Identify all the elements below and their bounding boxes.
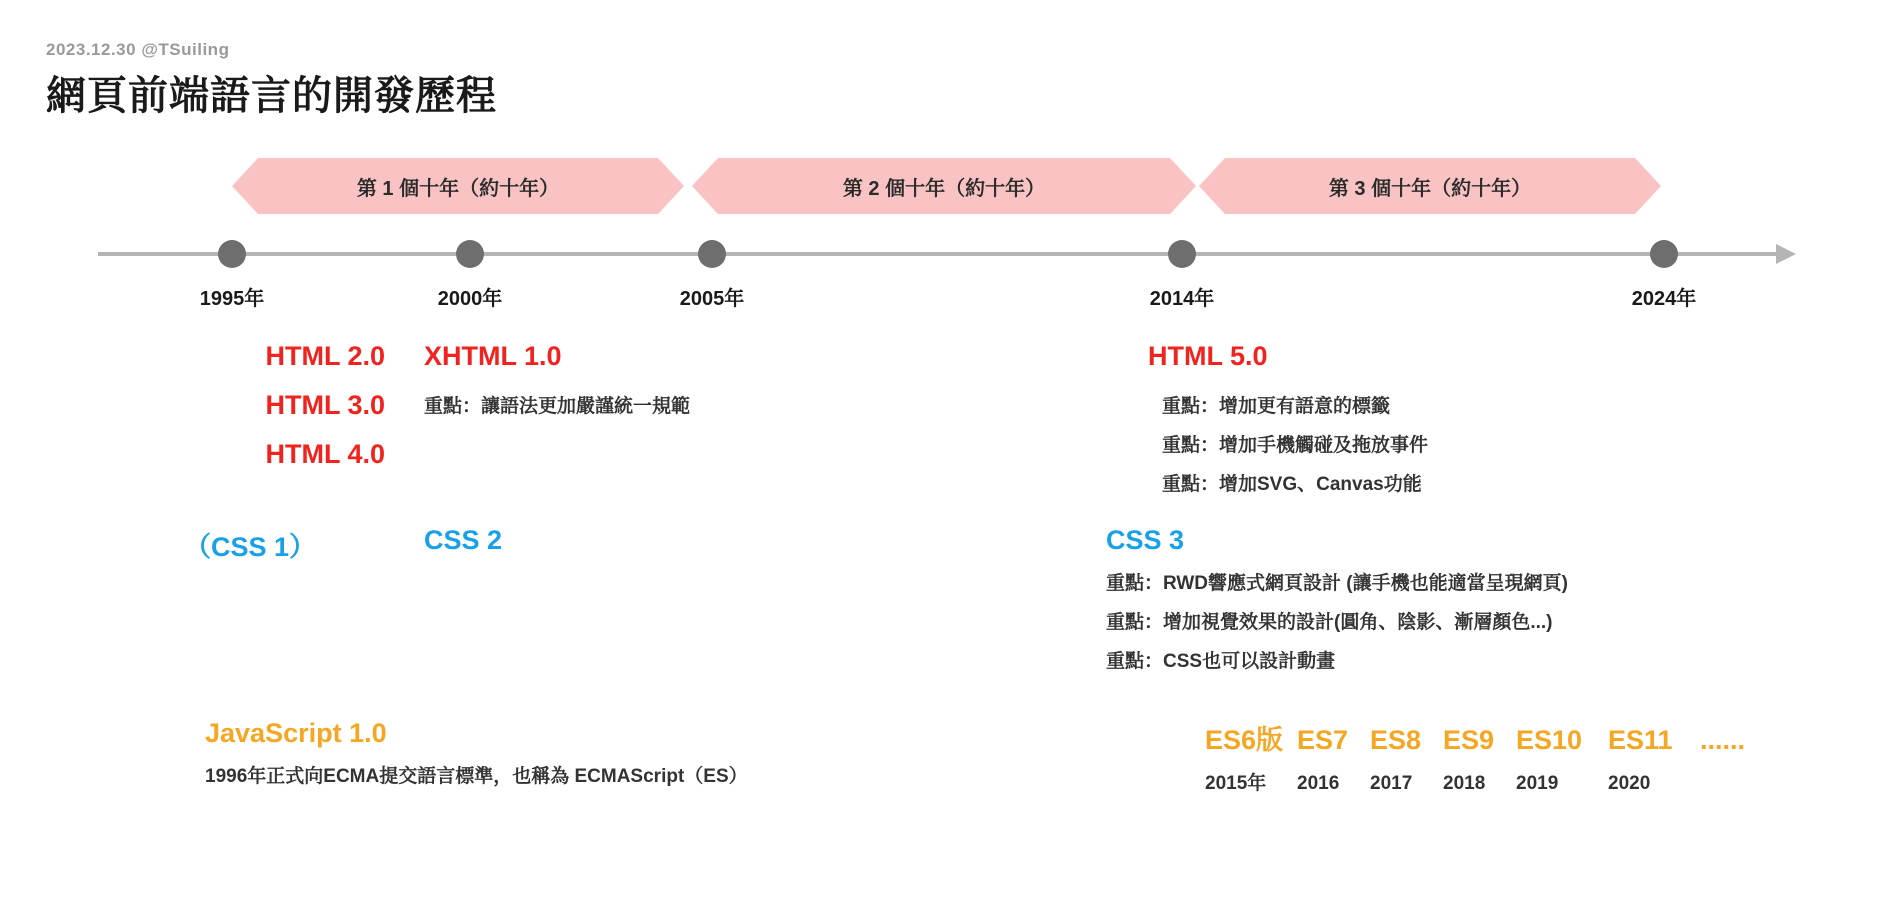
es-year-2017: 2017 bbox=[1370, 773, 1413, 794]
css3-group bbox=[1106, 525, 1568, 681]
es-version-es8: ES8 bbox=[1370, 725, 1422, 755]
meta-handle: @TSuiling bbox=[141, 40, 230, 59]
es-version-es11: ES11 bbox=[1608, 725, 1673, 755]
timeline-label-1995: 1995年 bbox=[199, 288, 265, 310]
html-5-0-note-3: 重點：增加SVG、Canvas功能 bbox=[1162, 474, 1422, 495]
css-3-note-3: 重點：CSS也可以設計動畫 bbox=[1106, 651, 1336, 672]
css-2-label: CSS 2 bbox=[424, 525, 503, 555]
javascript-note: 1996年正式向ECMA提交語言標準，也稱為 ECMAScript（ES） bbox=[205, 766, 748, 787]
timeline-label-2005: 2005年 bbox=[679, 288, 745, 310]
html5-2014-group bbox=[1148, 332, 1428, 504]
es-year-2018: 2018 bbox=[1443, 773, 1486, 794]
es-year-2015: 2015年 bbox=[1205, 773, 1267, 794]
decade-band-1-label: 第 1 個十年（約十年） bbox=[356, 177, 560, 200]
timeline-dot-2014 bbox=[1168, 240, 1196, 268]
html-4-0-label: HTML 4.0 bbox=[265, 439, 385, 469]
xhtml-2000-group bbox=[424, 332, 690, 426]
es-years-row bbox=[1205, 768, 1700, 795]
decade-band-3 bbox=[1225, 158, 1635, 214]
es-year-2019: 2019 bbox=[1516, 773, 1559, 794]
decade-band-2 bbox=[718, 158, 1170, 214]
timeline-label-2000: 2000年 bbox=[437, 288, 503, 310]
html-3-0-label: HTML 3.0 bbox=[265, 390, 385, 420]
meta-line bbox=[46, 40, 229, 60]
css-3-note-2: 重點：增加視覺效果的設計(圓角、陰影、漸層顏色...) bbox=[1106, 612, 1553, 633]
es-versions-row bbox=[1205, 718, 1745, 757]
es-version-es9: ES9 bbox=[1443, 725, 1495, 755]
html-2-0-label: HTML 2.0 bbox=[265, 341, 385, 371]
timeline-dot-1995 bbox=[218, 240, 246, 268]
javascript-group bbox=[205, 718, 748, 796]
css-1-label: （CSS 1） bbox=[184, 532, 317, 562]
decade-band-2-label: 第 2 個十年（約十年） bbox=[842, 177, 1046, 200]
timeline-arrow-icon bbox=[1776, 244, 1796, 264]
timeline-label-2024: 2024年 bbox=[1631, 288, 1697, 310]
meta-date: 2023.12.30 bbox=[46, 40, 137, 59]
page-title: 網頁前端語言的開發歷程 bbox=[46, 74, 497, 118]
es-version-es10: ES10 bbox=[1516, 725, 1583, 755]
html-1995-group bbox=[0, 332, 385, 479]
css1-group bbox=[184, 525, 316, 564]
css2-group bbox=[424, 525, 502, 556]
xhtml-1-0-note: 重點：讓語法更加嚴謹統一規範 bbox=[424, 396, 691, 417]
css-3-label: CSS 3 bbox=[1106, 525, 1185, 555]
xhtml-1-0-label: XHTML 1.0 bbox=[424, 341, 562, 371]
es-versions-ellipsis: ...... bbox=[1700, 725, 1746, 755]
decade-band-1 bbox=[258, 158, 658, 214]
es-version-es7: ES7 bbox=[1297, 725, 1349, 755]
timeline-dot-2000 bbox=[456, 240, 484, 268]
css-3-note-1: 重點：RWD響應式網頁設計 (讓手機也能適當呈現網頁) bbox=[1106, 573, 1568, 594]
timeline-label-2014: 2014年 bbox=[1149, 288, 1215, 310]
timeline-dot-2024 bbox=[1650, 240, 1678, 268]
html-5-0-note-2: 重點：增加手機觸碰及拖放事件 bbox=[1162, 435, 1429, 456]
timeline-dot-2005 bbox=[698, 240, 726, 268]
es-version-es6: ES6版 bbox=[1205, 725, 1284, 755]
javascript-1-0-label: JavaScript 1.0 bbox=[205, 718, 387, 748]
decade-band-3-label: 第 3 個十年（約十年） bbox=[1328, 177, 1532, 200]
timeline-axis bbox=[98, 252, 1776, 256]
es-year-2016: 2016 bbox=[1297, 773, 1340, 794]
html-5-0-note-1: 重點：增加更有語意的標籤 bbox=[1162, 396, 1391, 417]
es-year-2020: 2020 bbox=[1608, 773, 1651, 794]
html-5-0-label: HTML 5.0 bbox=[1148, 341, 1268, 371]
